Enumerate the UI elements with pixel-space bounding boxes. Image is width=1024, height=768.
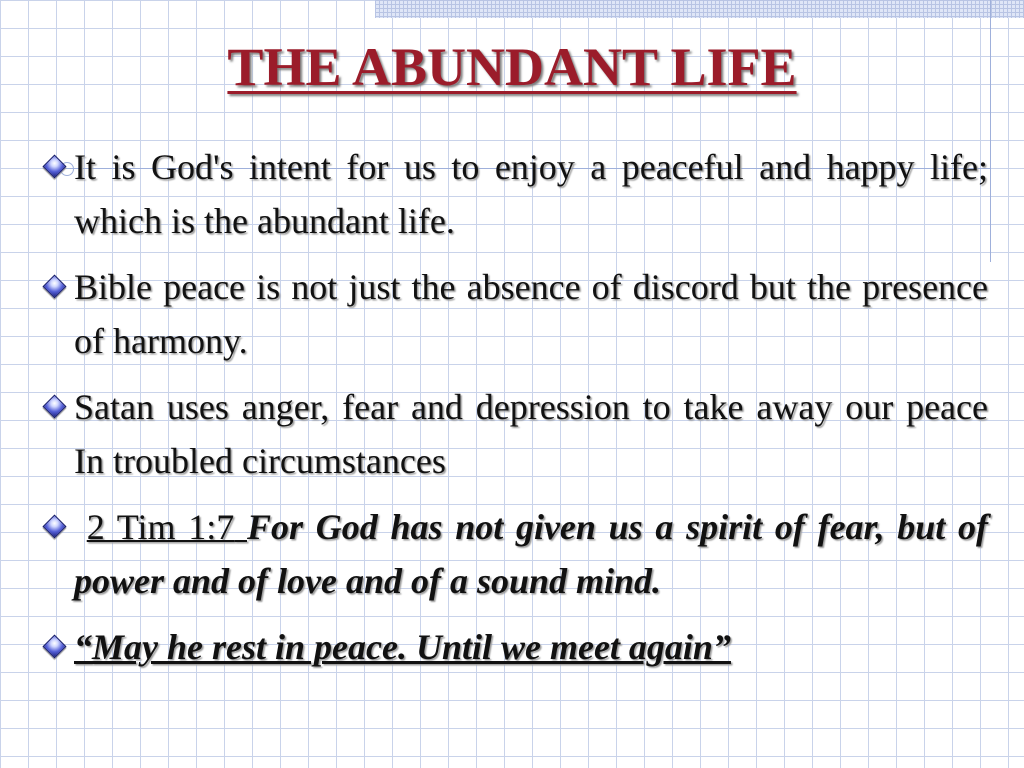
bullet-item-rest-in-peace — [40, 620, 988, 674]
bullet-item-bible-peace — [40, 260, 988, 368]
diamond-bullet-icon — [42, 514, 66, 538]
bullet-item-satan — [40, 380, 988, 488]
slide-title: THE ABUNDANT LIFE — [227, 37, 797, 97]
diamond-bullet-icon — [42, 154, 66, 178]
scripture-reference: 2 Tim 1:7 — [86, 507, 235, 547]
bullet-item-scripture — [40, 500, 988, 608]
bullet-text: It is God's intent for us to enjoy a peaceful and happy life; which is the abundant life. — [74, 147, 988, 241]
scripture-quote: For God has not given us a spirit of fear, but of power and of love and of a sound mind. — [74, 507, 989, 601]
header-pattern-band — [375, 0, 1024, 18]
diamond-bullet-icon — [42, 634, 66, 658]
diamond-bullet-icon — [42, 394, 66, 418]
farewell-quote — [74, 627, 731, 667]
diamond-bullet-icon — [42, 274, 66, 298]
farewell-quote-text: May he rest in peace. Until we meet again” — [92, 627, 731, 667]
bullet-list — [40, 140, 988, 686]
bullet-text: Bible peace is not just the absence of discord but the presence of harmony. — [74, 267, 988, 361]
open-quote-mark: “ — [74, 627, 92, 667]
bullet-item-intent — [40, 140, 988, 248]
bullet-text: Satan uses anger, fear and depression to take away our peace In troubled circumstances — [74, 387, 988, 481]
